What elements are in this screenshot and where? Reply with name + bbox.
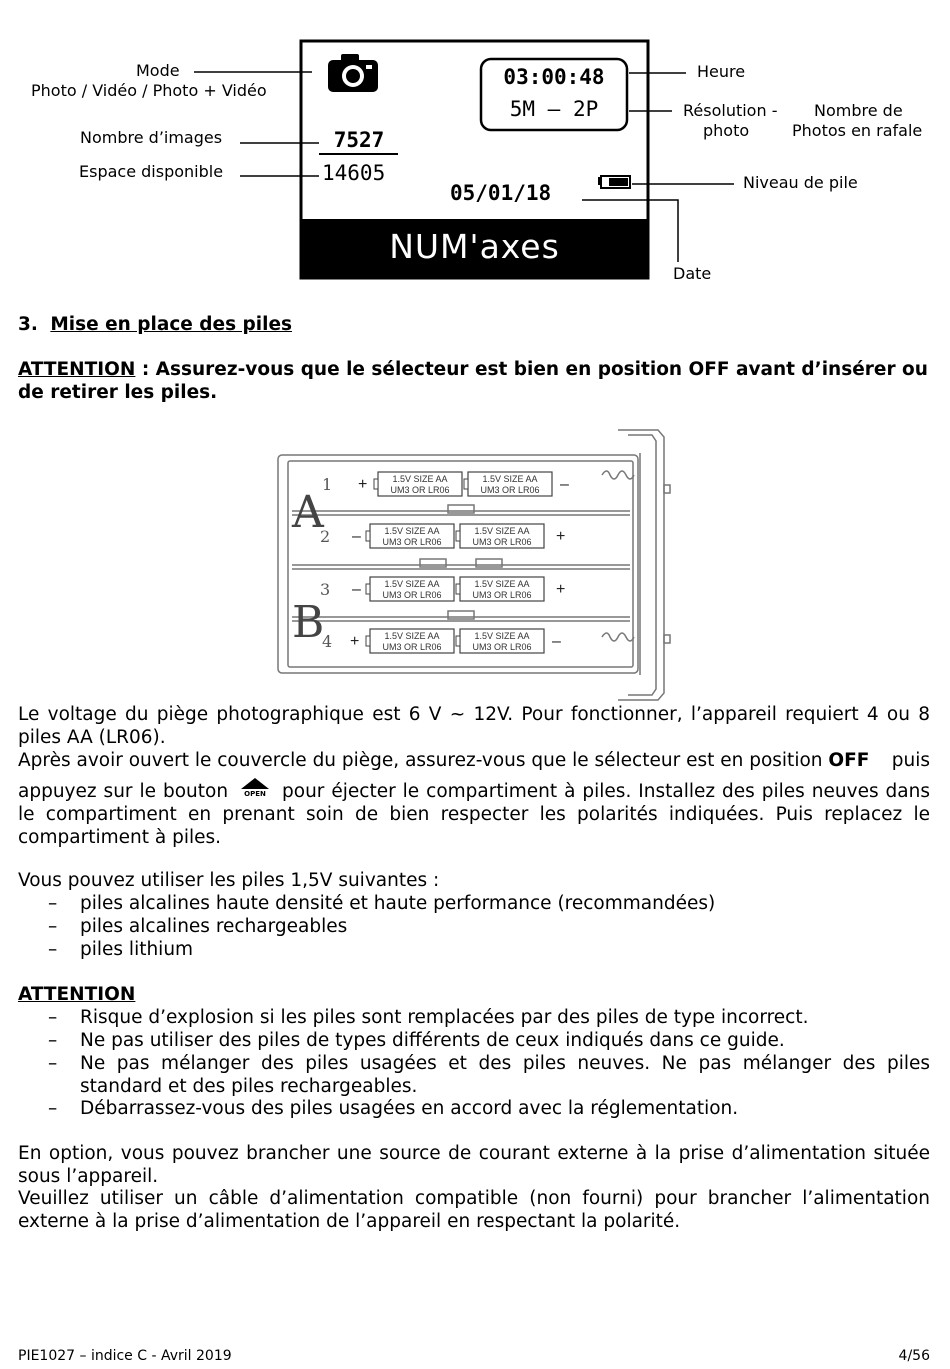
polarity-sign: +	[556, 581, 566, 598]
paragraph-external-2: Veuillez utiliser un câble d’alimentation compatible (non fourni) pour brancher l’alimentation externe à la prise d’alimentation de l’appareil en respectant la polarité.	[18, 1188, 930, 1232]
screen-space-available: 14605	[322, 161, 386, 185]
battery-terminal	[366, 636, 370, 646]
label-mode: Mode	[136, 61, 180, 80]
screen-time: 03:00:48	[503, 65, 605, 89]
list-item-text: piles alcalines rechargeables	[80, 916, 348, 937]
label-burst-2: Photos en rafale	[792, 121, 923, 140]
polarity-sign: –	[552, 633, 561, 650]
battery-cell-label: 1.5V SIZE AA	[474, 631, 530, 641]
screen-date: 05/01/18	[450, 181, 552, 205]
battery-cell-label: UM3 OR LR06	[472, 642, 532, 652]
polarity-sign: +	[556, 528, 566, 545]
footer-page-number: 4/56	[898, 1348, 930, 1364]
screen-resolution: 5M – 2P	[509, 97, 599, 121]
list-dash: –	[48, 1098, 58, 1119]
list-dash: –	[48, 939, 58, 960]
polarity-sign: +	[358, 476, 368, 493]
polarity-sign: +	[350, 633, 360, 650]
list-dash: –	[48, 893, 58, 914]
eject-after-text: pour éjecter le compartiment à piles. Installez des piles neuves dans le compartiment en prenant soin de bien respecter les polarités indiquées. Puis replacez le compartiment à piles.	[18, 781, 931, 848]
paragraph-external-1: En option, vous pouvez brancher une source de courant externe à la prise d’alimentation située sous l’appareil.	[18, 1143, 930, 1187]
battery-cell-label: 1.5V SIZE AA	[384, 579, 440, 589]
battery-compartment-diagram	[270, 425, 680, 705]
list-dash: –	[48, 1053, 58, 1074]
paragraph-voltage: Le voltage du piège photographique est 6 V ~ 12V. Pour fonctionner, l’appareil requiert 4 ou 8 piles AA (LR06).	[18, 704, 930, 748]
label-images-count: Nombre d’images	[80, 128, 223, 147]
warning-text: Ne pas mélanger des piles usagées et des piles neuves. Ne pas mélanger des piles standard et des piles rechargeables.	[80, 1053, 930, 1097]
polarity-sign: –	[560, 476, 569, 493]
battery-cell-label: 1.5V SIZE AA	[392, 474, 448, 484]
battery-cell-label: UM3 OR LR06	[390, 485, 450, 495]
section-number: 3.	[18, 314, 38, 335]
list-dash: –	[48, 1007, 58, 1028]
battery-cell-label: 1.5V SIZE AA	[384, 631, 440, 641]
battery-cell-label: 1.5V SIZE AA	[474, 579, 530, 589]
label-resolution-2: photo	[703, 121, 750, 140]
brand-logo: NUM'axes	[389, 227, 560, 266]
screen-image-count: 7527	[333, 128, 385, 152]
label-resolution-1: Résolution -	[683, 101, 778, 120]
battery-cell-label: UM3 OR LR06	[382, 642, 442, 652]
open-after-text: puis	[891, 750, 930, 771]
polarity-sign: –	[352, 528, 361, 545]
attention-heading: ATTENTION	[18, 984, 136, 1005]
attention-notice	[18, 358, 930, 404]
battery-terminal	[456, 584, 460, 594]
eject-before-text: appuyez sur le bouton	[18, 781, 236, 802]
battery-cell-label: 1.5V SIZE AA	[384, 526, 440, 536]
paragraph-eject	[18, 778, 930, 849]
row-2-number: 2	[320, 527, 331, 546]
group-b-label: B	[292, 597, 325, 648]
list-item-text: piles lithium	[80, 939, 194, 960]
label-hour: Heure	[697, 62, 746, 81]
battery-terminal	[456, 636, 460, 646]
label-space: Espace disponible	[79, 162, 224, 181]
label-burst-1: Nombre de	[814, 101, 903, 120]
row-1-number: 1	[322, 475, 333, 494]
label-mode-options: Photo / Vidéo / Photo + Vidéo	[31, 81, 267, 100]
list-dash: –	[48, 1030, 58, 1051]
open-button-icon	[239, 778, 271, 800]
battery-cell-label: UM3 OR LR06	[472, 590, 532, 600]
paragraph-open-line	[18, 749, 930, 772]
battery-terminal	[366, 531, 370, 541]
attention-text: : Assurez-vous que le sélecteur est bien en position OFF avant d’insérer ou de retirer les piles.	[18, 359, 928, 403]
open-off-text: OFF	[828, 750, 870, 771]
battery-terminal	[464, 479, 468, 489]
list-item-text: piles alcalines haute densité et haute performance (recommandées)	[80, 893, 716, 914]
battery-terminal	[366, 584, 370, 594]
warning-text: Ne pas utiliser des piles de types différents de ceux indiqués dans ce guide.	[80, 1030, 785, 1051]
battery-cell-label: UM3 OR LR06	[382, 590, 442, 600]
warning-text: Risque d’explosion si les piles sont remplacées par des piles de type incorrect.	[80, 1007, 809, 1028]
battery-cell-label: UM3 OR LR06	[480, 485, 540, 495]
open-before-text: Après avoir ouvert le couvercle du piège, assurez-vous que le sélecteur est en position	[18, 750, 829, 771]
battery-cell-label: 1.5V SIZE AA	[474, 526, 530, 536]
paragraph-usable-intro: Vous pouvez utiliser les piles 1,5V suivantes :	[18, 870, 440, 891]
label-battery: Niveau de pile	[743, 173, 858, 192]
open-icon-label: OPEN	[244, 790, 266, 798]
battery-cell-label: UM3 OR LR06	[382, 537, 442, 547]
battery-terminal	[374, 479, 378, 489]
polarity-sign: –	[352, 581, 361, 598]
section-title: Mise en place des piles	[50, 314, 293, 335]
group-a-label: A	[292, 487, 324, 538]
row-4-number: 4	[322, 632, 333, 651]
section-heading	[18, 313, 292, 336]
row-3-number: 3	[320, 580, 331, 599]
list-dash: –	[48, 916, 58, 937]
battery-cell-label: UM3 OR LR06	[472, 537, 532, 547]
label-date: Date	[673, 264, 712, 283]
attention-label: ATTENTION	[18, 359, 136, 380]
battery-terminal	[456, 531, 460, 541]
battery-cell-label: 1.5V SIZE AA	[482, 474, 538, 484]
warning-text: Débarrassez-vous des piles usagées en accord avec la réglementation.	[80, 1098, 739, 1119]
footer-left: PIE1027 – indice C - Avril 2019	[18, 1348, 232, 1364]
